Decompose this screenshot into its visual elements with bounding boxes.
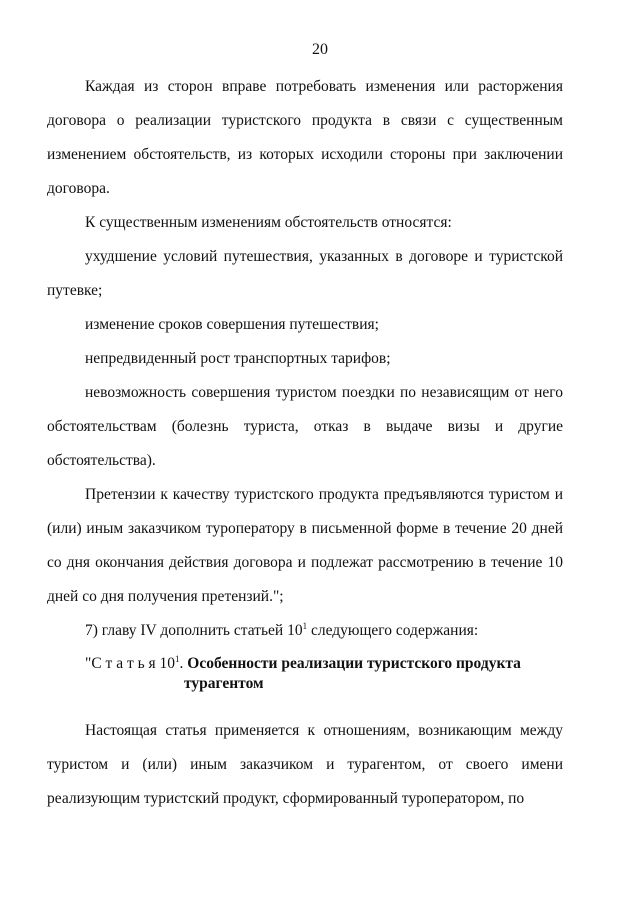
- amendment-text-start: 7) главу IV дополнить статьей 10: [85, 622, 303, 639]
- paragraph-trip-impossibility: невозможность совершения туристом поездки по независящим от него обстоятельствам (болезнь туриста, отказ в выдаче визы и другие обстоятельства).: [47, 384, 563, 469]
- document-body: [47, 70, 563, 816]
- amendment-superscript: 1: [302, 621, 308, 631]
- paragraph-tariff-growth: непредвиденный рост транспортных тарифов;: [85, 350, 391, 367]
- amendment-text-end: следующего содержания:: [307, 622, 479, 639]
- article-heading: [47, 654, 563, 694]
- page-number: 20: [312, 41, 328, 58]
- article-number: [47, 654, 187, 674]
- article-heading-line-1: [47, 654, 563, 674]
- paragraph-essential-changes-intro: К существенным изменениям обстоятельств относятся:: [85, 214, 452, 231]
- article-number-text: "С т а т ь я 10: [85, 655, 176, 672]
- article-number-dot: .: [179, 655, 188, 672]
- article-number-superscript: 1: [175, 654, 180, 664]
- article-title: Особенности реализации туристского продукта: [187, 655, 521, 672]
- paragraph-parties-right: Каждая из сторон вправе потребовать изменения или расторжения договора о реализации туристского продукта в связи с существенным изменением обстоятельств, из которых исходили стороны при заключении договора.: [47, 78, 563, 197]
- paragraph-amendment-chapter-iv: [47, 614, 563, 648]
- article-title-continuation: турагентом: [184, 675, 264, 692]
- paragraph-worsening-conditions: ухудшение условий путешествия, указанных в договоре и туристской путевке;: [47, 248, 563, 299]
- paragraph-claims: Претензии к качеству туристского продукта предъявляются туристом и (или) иным заказчиком туроператору в письменной форме в течение 20 дней со дня окончания действия договора и подлежат рассмотрению в течение 10 дней со дня получения претензий.";: [47, 486, 563, 605]
- paragraph-article-scope: Настоящая статья применяется к отношениям, возникающим между туристом и (или) иным заказчиком и турагентом, от своего имени реализующим туристский продукт, сформированный туроператором, по: [47, 722, 563, 807]
- paragraph-change-of-dates: изменение сроков совершения путешествия;: [85, 316, 379, 333]
